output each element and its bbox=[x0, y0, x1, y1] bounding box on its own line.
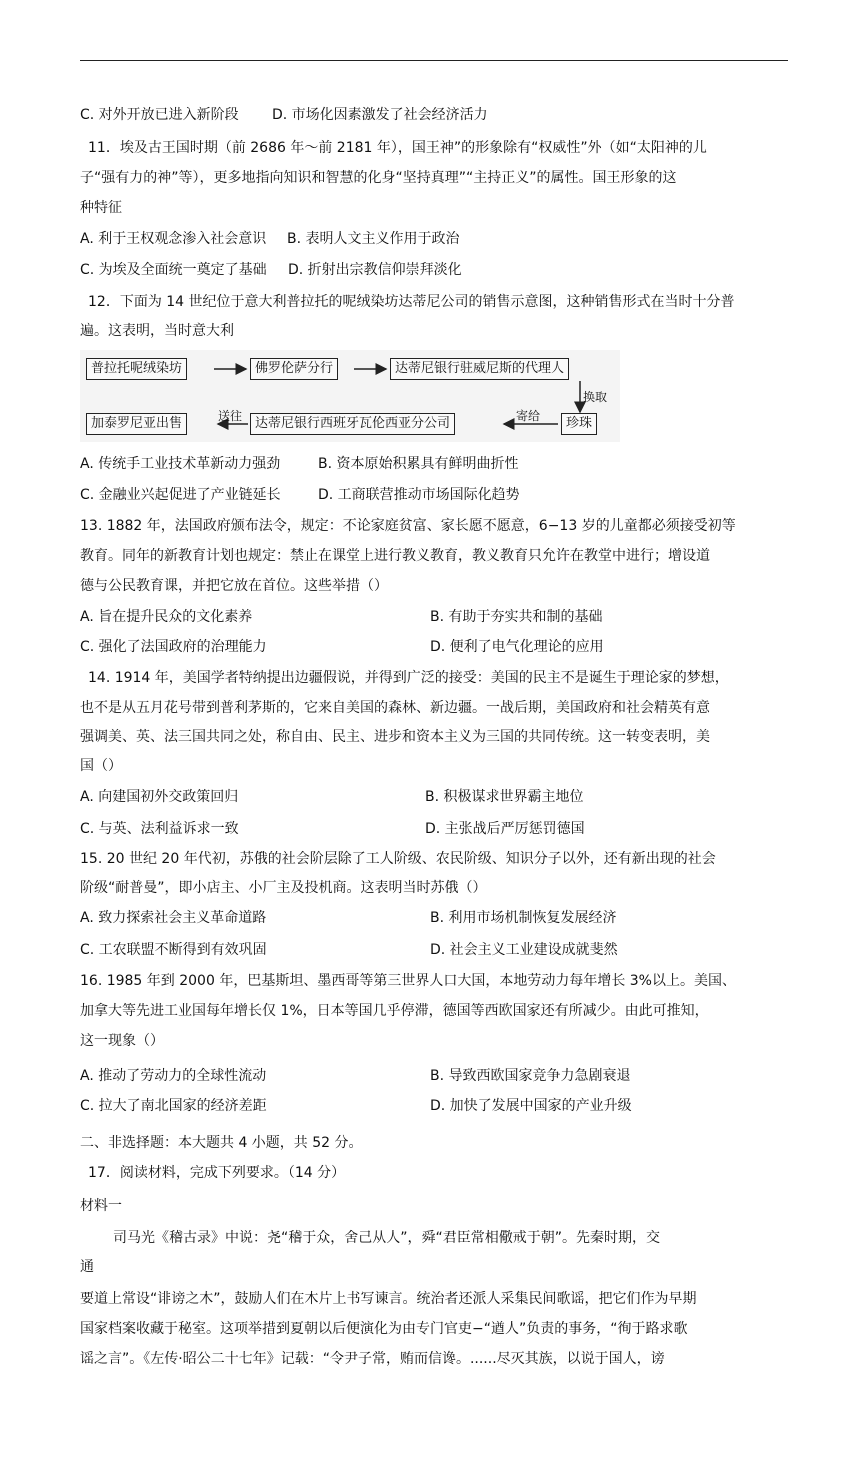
header-rule bbox=[80, 60, 788, 61]
q17-title: 17．阅读材料，完成下列要求。（14 分） bbox=[88, 1165, 346, 1181]
q15-option-d: D. 社会主义工业建设成就斐然 bbox=[430, 942, 618, 958]
sales-flow-diagram bbox=[80, 350, 620, 442]
q14-stem-line: 也不是从五月花号带到普利茅斯的，它来自美国的森林、新边疆。一战后期，美国政府和社会精英有意 bbox=[80, 700, 710, 716]
node-florence-branch: 佛罗伦萨分行 bbox=[250, 358, 338, 380]
node-prato-dyehouse: 普拉托呢绒染坊 bbox=[86, 358, 187, 380]
q16-stem-line: 16. 1985 年到 2000 年，巴基斯坦、墨西哥等第三世界人口大国，本地劳动力每年增长 3%以上。美国、 bbox=[80, 973, 736, 989]
material-line: 国家档案收藏于秘室。这项举措到夏朝以后便演化为由专门官吏−“遒人”负责的事务，“徇于路求歌 bbox=[80, 1321, 688, 1337]
label-ship: 送往 bbox=[218, 409, 243, 423]
q13-option-d: D. 便利了电气化理论的应用 bbox=[430, 639, 604, 655]
q11-option-a: A. 利于王权观念渗入社会意识 bbox=[80, 231, 267, 247]
q11-stem-line: 子“强有力的神”等），更多地指向知识和智慧的化身“坚持真理”“主持正义”的属性。国王形象的这 bbox=[80, 170, 677, 186]
q13-stem-line: 德与公民教育课，并把它放在首位。这些举措（） bbox=[80, 578, 388, 594]
q14-option-b: B. 积极谋求世界霸主地位 bbox=[425, 789, 584, 805]
q12-option-c: C. 金融业兴起促进了产业链延长 bbox=[80, 487, 281, 503]
q11-stem-line: 种特征 bbox=[80, 200, 122, 216]
q11-stem-line: 11．埃及古王国时期（前 2686 年～前 2181 年），国王神”的形象除有“权威性”外（如“太阳神的儿 bbox=[88, 140, 707, 156]
q14-stem-line: 14. 1914 年，美国学者特纳提出边疆假说，并得到广泛的接受：美国的民主不是诞生于理论家的梦想， bbox=[88, 670, 729, 686]
q15-option-c: C. 工农联盟不断得到有效巩固 bbox=[80, 942, 267, 958]
node-catalonia-sale: 加泰罗尼亚出售 bbox=[86, 413, 187, 435]
label-exchange: 换取 bbox=[583, 390, 608, 404]
node-pearls: 珍珠 bbox=[561, 413, 597, 435]
q11-option-b: B. 表明人文主义作用于政治 bbox=[287, 231, 460, 247]
q15-stem-line: 阶级“耐普曼”，即小店主、小厂主及投机商。这表明当时苏俄（） bbox=[80, 880, 487, 896]
q16-option-a: A. 推动了劳动力的全球性流动 bbox=[80, 1068, 267, 1084]
q12-option-a: A. 传统手工业技术革新动力强劲 bbox=[80, 456, 281, 472]
q15-option-a: A. 致力探索社会主义革命道路 bbox=[80, 910, 267, 926]
q16-option-c: C. 拉大了南北国家的经济差距 bbox=[80, 1098, 267, 1114]
q11-option-c: C. 为埃及全面统一奠定了基础 bbox=[80, 262, 267, 278]
node-valencia-branch: 达蒂尼银行西班牙瓦伦西亚分公司 bbox=[250, 413, 455, 435]
q15-option-b: B. 利用市场机制恢复发展经济 bbox=[430, 910, 617, 926]
material-line: 谣之言”。《左传·昭公二十七年》记载：“令尹子常，贿而信谗。......尽灭其族，以说于国人，谤 bbox=[80, 1351, 665, 1367]
q16-option-b: B. 导致西欧国家竞争力急剧衰退 bbox=[430, 1068, 631, 1084]
q14-stem-line: 国（） bbox=[80, 758, 122, 774]
q13-option-c: C. 强化了法国政府的治理能力 bbox=[80, 639, 267, 655]
material-line: 司马光《稽古录》中说：尧“稽于众，舍己从人”，舜“君臣常相儆戒于朝”。先秦时期，交 bbox=[113, 1230, 661, 1246]
option-c: C. 对外开放已进入新阶段 bbox=[80, 107, 239, 123]
q16-stem-line: 这一现象（） bbox=[80, 1033, 164, 1049]
material-label: 材料一 bbox=[80, 1198, 122, 1214]
q16-stem-line: 加拿大等先进工业国每年增长仅 1%，日本等国几乎停滞，德国等西欧国家还有所减少。由此可推知， bbox=[80, 1003, 709, 1019]
section-heading: 二、非选择题：本大题共 4 小题，共 52 分。 bbox=[80, 1135, 363, 1151]
q12-stem-line: 12．下面为 14 世纪位于意大利普拉托的呢绒染坊达蒂尼公司的销售示意图，这种销售形式在当时十分普 bbox=[88, 294, 735, 310]
q12-option-b: B. 资本原始积累具有鲜明曲折性 bbox=[318, 456, 519, 472]
q13-option-b: B. 有助于夯实共和制的基础 bbox=[430, 609, 603, 625]
option-d: D. 市场化因素激发了社会经济活力 bbox=[272, 107, 488, 123]
q14-option-a: A. 向建国初外交政策回归 bbox=[80, 789, 239, 805]
q12-stem-line: 遍。这表明，当时意大利 bbox=[80, 323, 234, 339]
q12-option-d: D. 工商联营推动市场国际化趋势 bbox=[318, 487, 520, 503]
q15-stem-line: 15. 20 世纪 20 年代初，苏俄的社会阶层除了工人阶级、农民阶级、知识分子以外，还有新出现的社会 bbox=[80, 851, 716, 867]
q16-option-d: D. 加快了发展中国家的产业升级 bbox=[430, 1098, 632, 1114]
label-send: 寄给 bbox=[516, 409, 541, 423]
q14-option-d: D. 主张战后严厉惩罚德国 bbox=[425, 821, 585, 837]
q14-option-c: C. 与英、法利益诉求一致 bbox=[80, 821, 239, 837]
material-line: 通 bbox=[80, 1259, 94, 1275]
q13-stem-line: 13. 1882 年，法国政府颁布法令，规定：不论家庭贫富、家长愿不愿意，6−13 岁的儿童都必须接受初等 bbox=[80, 518, 736, 534]
node-venice-agent: 达蒂尼银行驻威尼斯的代理人 bbox=[390, 358, 569, 380]
q11-option-d: D. 折射出宗教信仰崇拜淡化 bbox=[288, 262, 462, 278]
q14-stem-line: 强调美、英、法三国共同之处，称自由、民主、进步和资本主义为三国的共同传统。这一转变表明，美 bbox=[80, 729, 710, 745]
material-line: 要道上常设“诽谤之木”，鼓励人们在木片上书写谏言。统治者还派人采集民间歌谣，把它们作为早期 bbox=[80, 1291, 697, 1307]
q13-stem-line: 教育。同年的新教育计划也规定：禁止在课堂上进行教义教育，教义教育只允许在教堂中进行；增设道 bbox=[80, 548, 710, 564]
q13-option-a: A. 旨在提升民众的文化素养 bbox=[80, 609, 253, 625]
